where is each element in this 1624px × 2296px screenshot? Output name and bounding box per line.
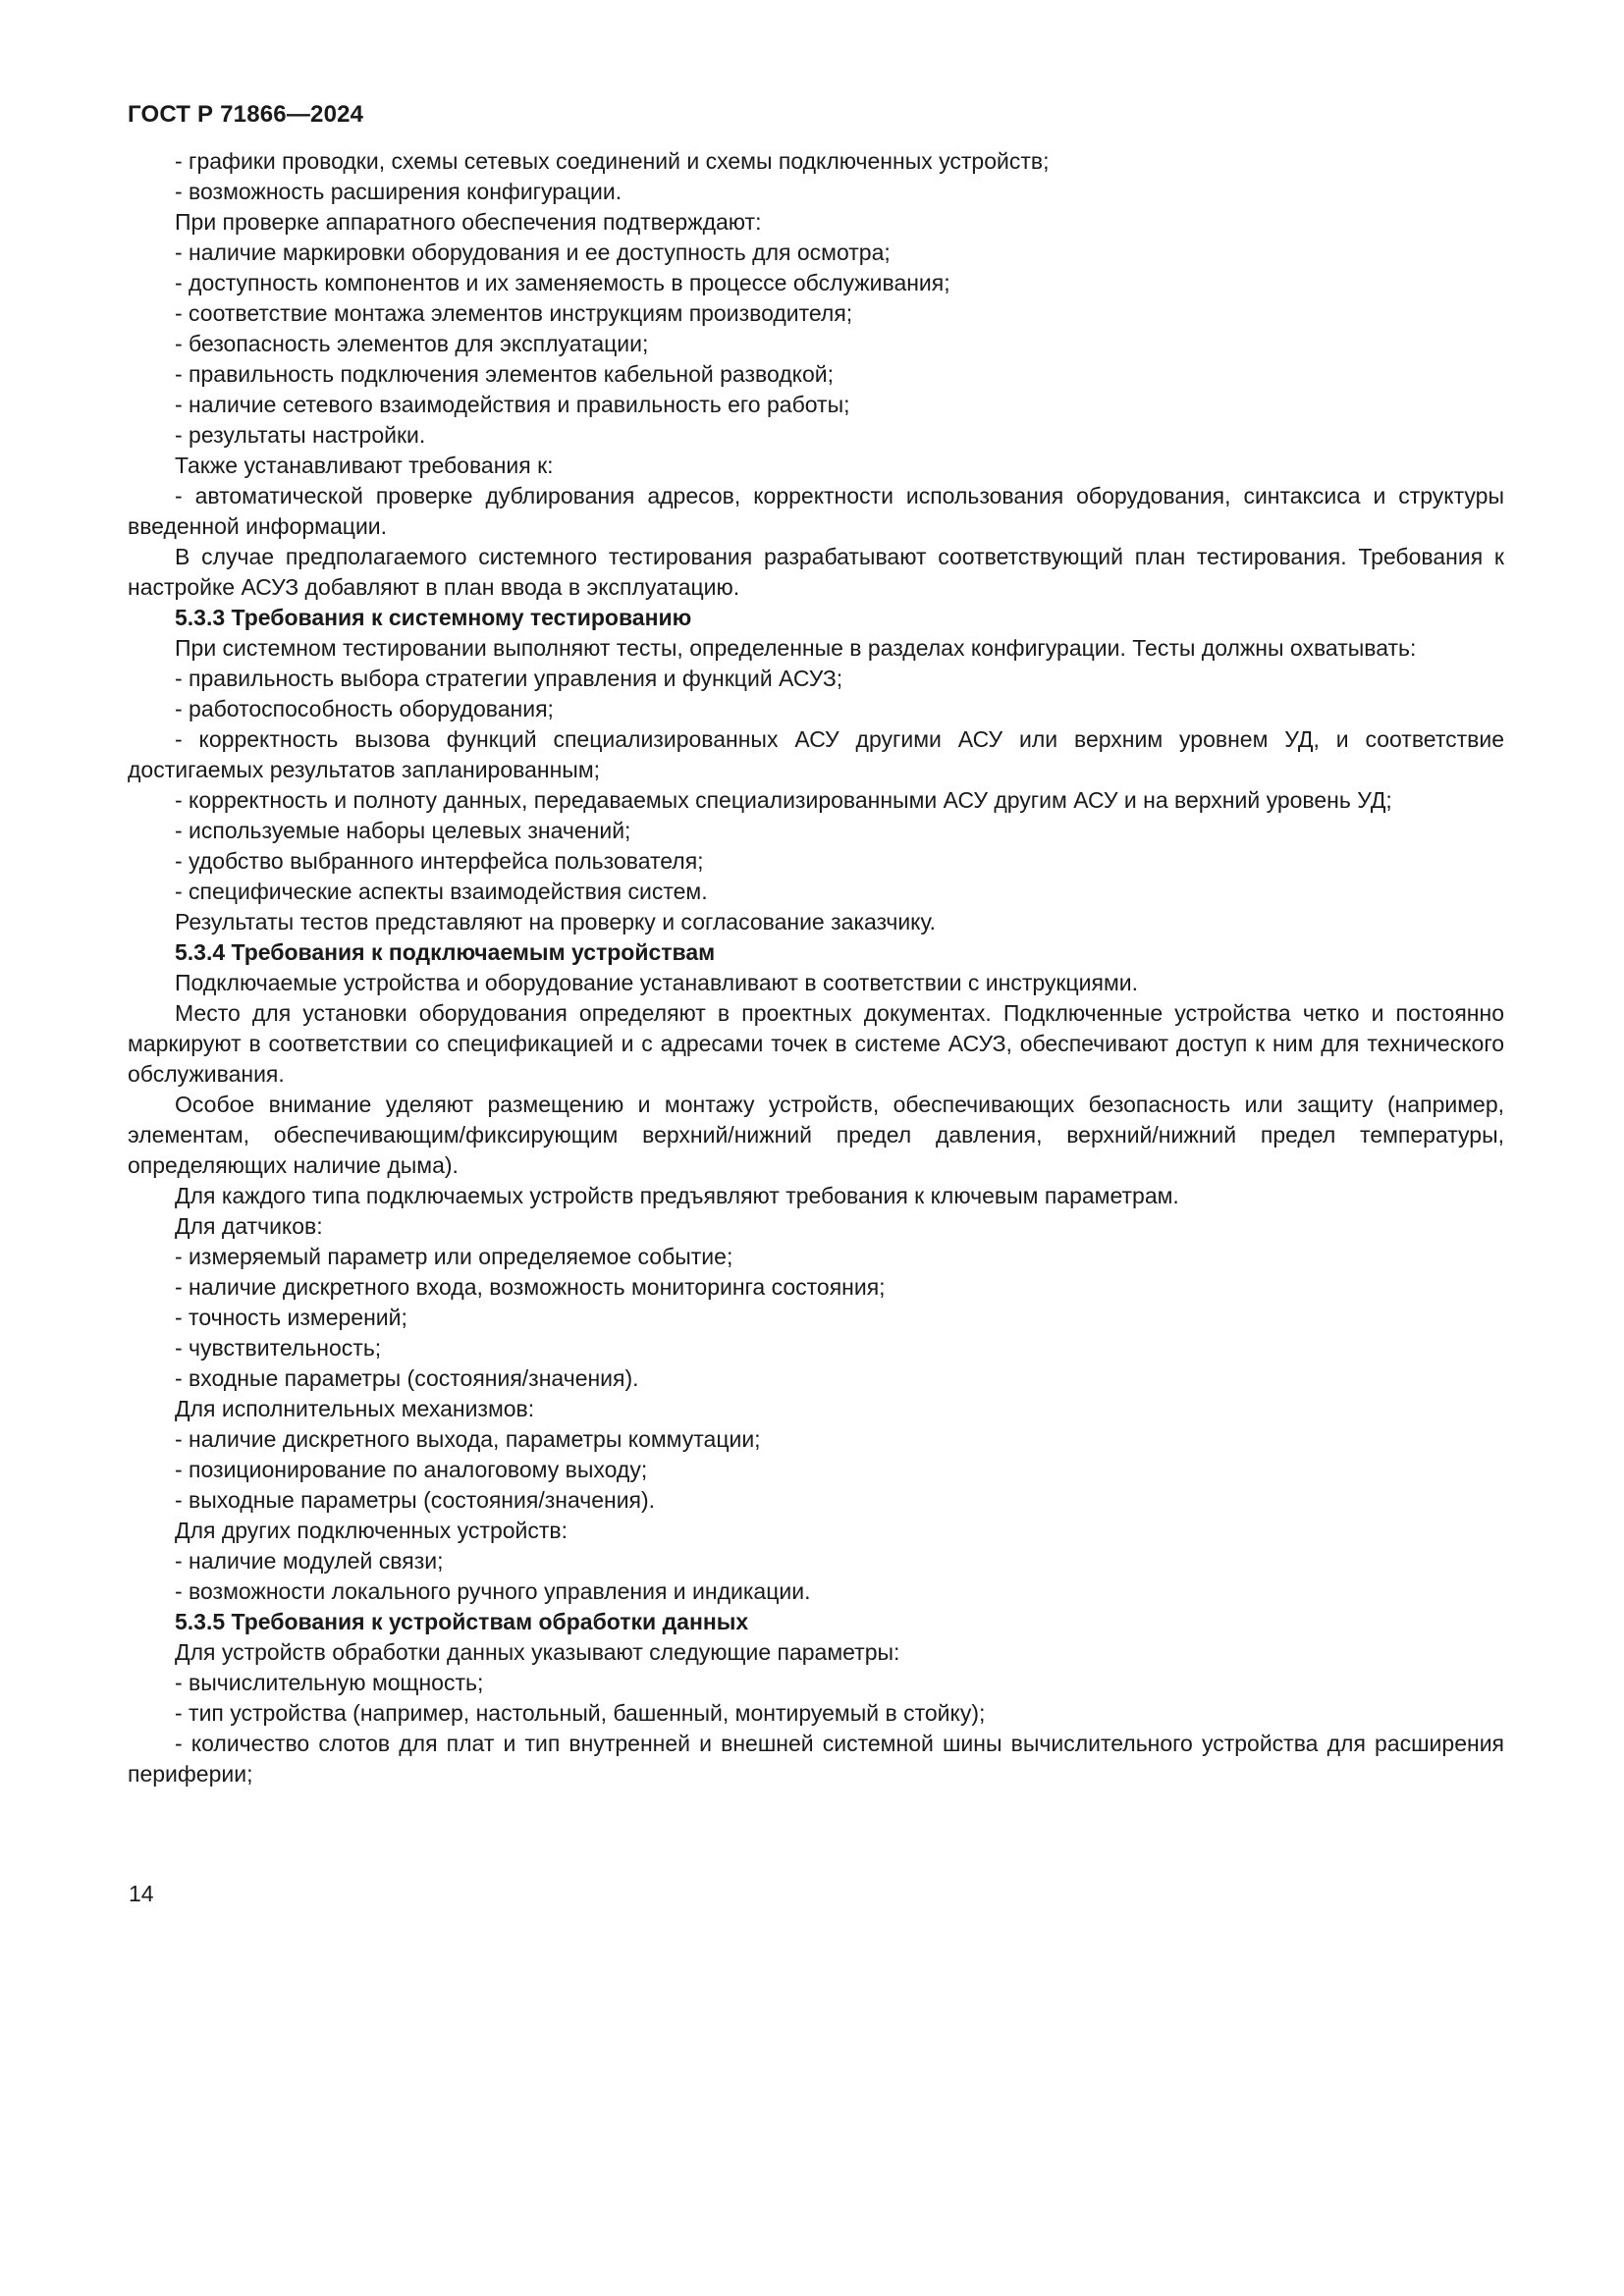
list-item: - наличие модулей связи; [175,1548,444,1574]
list-item: - корректность и полноту данных, передаваемых специализированными АСУ другим АСУ и на верхний уровень УД; [175,787,1392,813]
list-item: - используемые наборы целевых значений; [175,818,631,843]
paragraph: Особое внимание уделяют размещению и монтажу устройств, обеспечивающих безопасность или защиту (например, элементам, обеспечивающим/фиксирующим верхний/нижний предел давления, верхний/нижний предел температуры, определяющих наличие дыма). [128,1092,1504,1178]
list-item: - автоматической проверке дублирования адресов, корректности использования оборудования, синтаксиса и структуры введенной информации. [128,483,1504,539]
list-item: - количество слотов для плат и тип внутренней и внешней системной шины вычислительного устройства для расширения периферии; [128,1731,1504,1787]
list-item: - удобство выбранного интерфейса пользователя; [175,848,704,874]
paragraph: Подключаемые устройства и оборудование устанавливают в соответствии с инструкциями. [175,970,1139,995]
list-item: - правильность подключения элементов кабельной разводкой; [175,361,835,387]
list-item: - результаты настройки. [175,422,426,448]
paragraph: При системном тестировании выполняют тесты, определенные в разделах конфигурации. Тесты должны охватывать: [175,635,1417,661]
document-content [128,146,1504,1789]
list-item: - возможности локального ручного управления и индикации. [175,1578,811,1604]
list-item: - тип устройства (например, настольный, башенный, монтируемый в стойку); [175,1700,986,1726]
list-item: - наличие дискретного входа, возможность мониторинга состояния; [175,1274,886,1300]
list-item: - графики проводки, схемы сетевых соединений и схемы подключенных устройств; [175,148,1050,174]
list-item: - точность измерений; [175,1305,407,1330]
list-item: - доступность компонентов и их заменяемость в процессе обслуживания; [175,270,950,295]
paragraph: Для каждого типа подключаемых устройств предъявляют требования к ключевым параметрам. [175,1183,1179,1208]
section-heading: 5.3.3 Требования к системному тестированию [175,605,692,630]
list-item: - позиционирование по аналоговому выходу; [175,1457,648,1482]
list-item: - наличие дискретного выхода, параметры коммутации; [175,1426,761,1452]
paragraph: Для исполнительных механизмов: [175,1396,535,1421]
paragraph: Место для установки оборудования определяют в проектных документах. Подключенные устройства четко и постоянно маркируют в соответствии со спецификацией и с адресами точек в системе АСУЗ, обеспечивают доступ к ним для технического обслуживания. [128,1000,1504,1087]
section-heading: 5.3.4 Требования к подключаемым устройствам [175,939,716,965]
paragraph: В случае предполагаемого системного тестирования разрабатывают соответствующий план тестирования. Требования к настройке АСУЗ добавляют в план ввода в эксплуатацию. [128,544,1504,600]
section-heading: 5.3.5 Требования к устройствам обработки данных [175,1609,749,1634]
list-item: - правильность выбора стратегии управления и функций АСУЗ; [175,666,843,691]
list-item: - возможность расширения конфигурации. [175,179,623,204]
paragraph: Для датчиков: [175,1213,323,1239]
list-item: - чувствительность; [175,1335,382,1361]
paragraph: Также устанавливают требования к: [175,453,554,478]
list-item: - соответствие монтажа элементов инструкциям производителя; [175,300,853,326]
document-header: ГОСТ Р 71866—2024 [128,101,364,128]
list-item: - работоспособность оборудования; [175,696,554,721]
list-item: - специфические аспекты взаимодействия систем. [175,879,708,904]
list-item: - наличие сетевого взаимодействия и правильность его работы; [175,392,850,417]
list-item: - наличие маркировки оборудования и ее доступность для осмотра; [175,240,891,265]
list-item: - вычислительную мощность; [175,1670,484,1695]
list-item: - корректность вызова функций специализированных АСУ другими АСУ или верхним уровнем УД, и соответствие достигаемых результатов запланированным; [128,726,1504,782]
page-number: 14 [129,1881,154,1906]
list-item: - измеряемый параметр или определяемое событие; [175,1244,733,1269]
list-item: - выходные параметры (состояния/значения). [175,1487,656,1513]
paragraph: Для других подключенных устройств: [175,1518,568,1543]
paragraph: При проверке аппаратного обеспечения подтверждают: [175,209,762,235]
list-item: - входные параметры (состояния/значения). [175,1365,639,1391]
paragraph: Результаты тестов представляют на проверку и согласование заказчику. [175,909,937,934]
paragraph: Для устройств обработки данных указывают следующие параметры: [175,1639,900,1665]
list-item: - безопасность элементов для эксплуатации; [175,331,649,356]
